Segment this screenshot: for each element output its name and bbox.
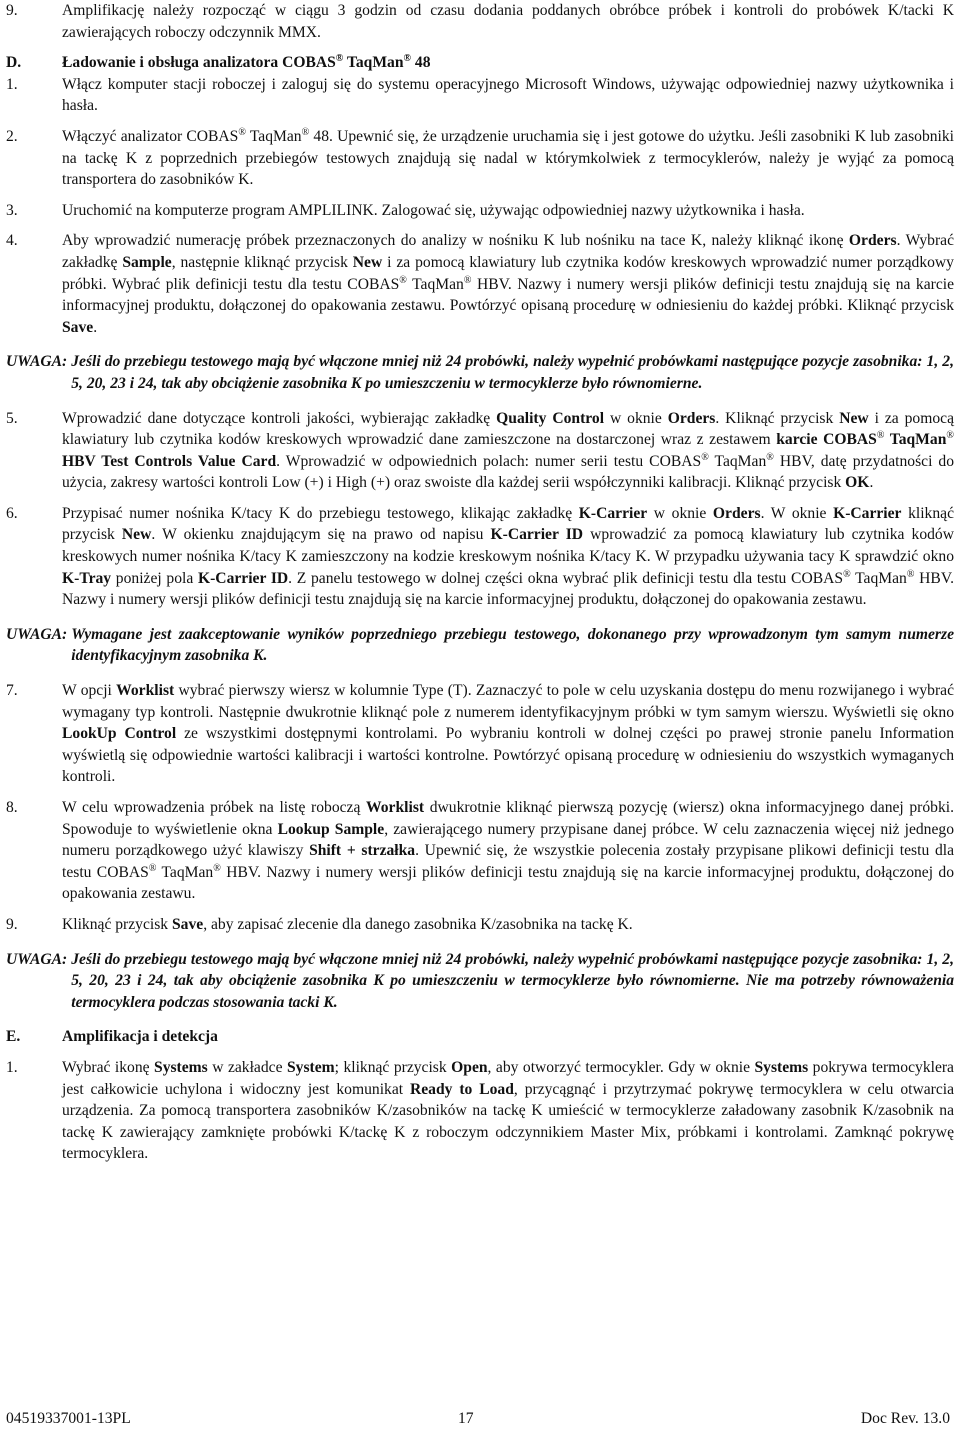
note-2	[6, 624, 954, 667]
step-text: Amplifikację należy rozpocząć w ciągu 3 godzin od czasu dodania poddanych obróbce próbek i kontroli do probówek K/tacki K zawierających roboczy odczynnik MMX.	[62, 2, 954, 41]
step-d5	[6, 408, 954, 494]
step-a9	[6, 0, 954, 43]
page-footer	[6, 1408, 950, 1430]
section-title: Ładowanie i obsługa analizatora COBAS® TaqMan® 48	[62, 53, 431, 72]
step-number: 1.	[6, 75, 18, 93]
step-number: 2.	[6, 127, 18, 145]
document-code: 04519337001-13PL	[6, 1410, 131, 1427]
section-letter: E.	[6, 1028, 21, 1046]
section-heading-d	[6, 52, 954, 74]
note-label: UWAGA:	[6, 625, 68, 643]
document-page	[6, 0, 954, 1165]
note-label: UWAGA:	[6, 353, 68, 371]
step-number: 9.	[6, 915, 18, 933]
note-label: UWAGA:	[6, 950, 68, 968]
step-text: Włącz komputer stacji roboczej i zaloguj się do systemu operacyjnego Microsoft Windows, używając odpowiedniej nazwy użytkownika i hasła.	[62, 75, 954, 115]
step-number: 6.	[6, 504, 18, 522]
step-text: Uruchomić na komputerze program AMPLILINK. Zalogować się, używając odpowiedniej nazwy użytkownika i hasła.	[62, 201, 805, 219]
step-text: Kliknąć przycisk Save, aby zapisać zlecenie dla danego zasobnika K/zasobnika na tackę K.	[62, 915, 633, 933]
note-text: Wymagane jest zaakceptowanie wyników poprzedniego przebiegu testowego, dokonanego przy wprowadzonym tym samym numerze identyfikacyjnym zasobnika K.	[71, 625, 954, 665]
step-number: 1.	[6, 1058, 18, 1076]
step-text: Przypisać numer nośnika K/tacy K do przebiegu testowego, klikając zakładkę K-Carrier w oknie Orders. W oknie K-Carrier kliknąć przycisk New. W okienku znajdującym się na prawo od napisu K-Carrier ID wprowadzić za pomocą klawiatury lub czytnika kodów kreskowych numer nośnika K/tacy K zamieszczony na kodzie kreskowym nośnika K/tacy K. W przypadku używania tacy K sprawdzić okno K-Tray poniżej pola K-Carrier ID. Z panelu testowego w dolnej części okna wybrać plik definicji testu dla testu COBAS® TaqMan® HBV. Nazwy i numery wersji plików definicji testu znajdują się na karcie informacyjnej produktu, dołączonej do opakowania zestawu.	[62, 504, 954, 609]
step-d2	[6, 126, 954, 191]
step-text: W opcji Worklist wybrać pierwszy wiersz w kolumnie Type (T). Zaznaczyć to pole w celu uzyskania dostępu do menu rozwijanego i wybrać wymagany typ kontroli. Następnie dwukrotnie kliknąć pole z numerem identyfikacyjnym próbki w tym samym wierszu. Wyświetli się okno LookUp Control ze wszystkimi dostępnymi kontrolami. Po wybraniu kontroli w dolnej części po prawej stronie panelu Information wyświetlą się odpowiednie wartości kalibracji i wartości kontrolne. Powtórzyć opisaną procedurę w odniesieniu do wszystkich wymaganych kontroli.	[62, 682, 955, 786]
step-number: 5.	[6, 409, 18, 427]
step-text: Włączyć analizator COBAS® TaqMan® 48. Upewnić się, że urządzenie uruchamia się i jest gotowe do użytku. Jeśli zasobniki K lub zasobniki na tackę K z poprzednich przebiegów testowych znajdują się nadal w którymkolwiek z termocyklerów, należy je wyjąć za pomocą transportera do zasobników K.	[62, 126, 954, 189]
step-d7	[6, 680, 954, 788]
section-title: Amplifikacja i detekcja	[62, 1028, 218, 1046]
step-number: 3.	[6, 201, 18, 219]
step-number: 7.	[6, 682, 18, 700]
step-number: 9.	[6, 2, 18, 19]
step-d9	[6, 914, 954, 936]
section-letter: D.	[6, 54, 22, 72]
note-3	[6, 949, 954, 1014]
step-text: W celu wprowadzenia próbek na listę roboczą Worklist dwukrotnie kliknąć pierwszą pozycję (wiersz) okna informacyjnego danej próbki. Spowoduje to wyświetlenie okna Lookup Sample, zawierającego numery przypisane danej próbce. W celu zaznaczenia więcej niż jednego numeru porządkowego użyć klawiszy Shift + strzałka. Upewnić się, że wszystkie polecenia zostały przypisane plikowi definicji testu dla testu COBAS® TaqMan® HBV. Nazwy i numery wersji plików definicji testu znajdują się na karcie informacyjnej produktu, dołączonej do opakowania zestawu.	[62, 799, 954, 903]
note-1	[6, 351, 954, 394]
step-d1	[6, 74, 954, 117]
step-e1	[6, 1057, 954, 1165]
document-revision: Doc Rev. 13.0	[860, 1410, 950, 1427]
step-text: Wybrać ikonę Systems w zakładce System; kliknąć przycisk Open, aby otworzyć termocykler. Gdy w oknie Systems pokrywa termocyklera jest całkowicie uchylona i widoczny jest komunikat Ready to Load, przycągnąć i przytrzymać pokrywę termocyklera w celu otwarcia urządzenia. Za pomocą transportera zasobników K/zasobników na tackę K umieścić w termocyklerze załadowany zasobnik K/zasobnik na tackę K zawierający zamknięte probówki K/tackę K z roboczym odczynnikiem Master Mix, próbkami i kontrolami. Zamknąć pokrywę termocyklera.	[62, 1058, 955, 1163]
step-d3	[6, 200, 954, 222]
note-text: Jeśli do przebiegu testowego mają być włączone mniej niż 24 probówki, należy wypełnić probówkami następujące pozycje zasobnika: 1, 2, 5, 20, 23 i 24, tak aby obciążenie zasobnika K po umieszczeniu w termocyklerze było równomierne.	[71, 353, 954, 392]
step-text: Aby wprowadzić numerację próbek przeznaczonych do analizy w nośniku K lub nośniku na tace K, należy kliknąć ikonę Orders. Wybrać zakładkę Sample, następnie kliknąć przycisk New i za pomocą klawiatury lub czytnika kodów kreskowych wprowadzić numer porządkowy próbki. Wybrać plik definicji testu dla testu COBAS® TaqMan® HBV. Nazwy i numery wersji plików definicji testu znajdują się na karcie informacyjnej produktu, dołączonej do opakowania zestawu. Powtórzyć opisaną procedurę w odniesieniu do każdej próbki. Kliknąć przycisk Save.	[62, 232, 954, 336]
step-number: 8.	[6, 799, 18, 816]
step-d4	[6, 230, 954, 338]
section-heading-e	[6, 1026, 954, 1048]
step-d8	[6, 797, 954, 905]
step-number: 4.	[6, 232, 18, 250]
note-text: Jeśli do przebiegu testowego mają być włączone mniej niż 24 probówki, należy wypełnić probówkami następujące pozycje zasobnika: 1, 2, 5, 20, 23 i 24, tak aby obciążenie zasobnika K po umieszczeniu w termocyklerze było równomierne. Nie ma potrzeby równoważenia termocyklera podczas stosowania tacki K.	[71, 950, 954, 1011]
step-d6	[6, 503, 954, 611]
step-text: Wprowadzić dane dotyczące kontroli jakości, wybierając zakładkę Quality Control w oknie Orders. Kliknąć przycisk New i za pomocą klawiatury lub czytnika kodów kreskowych wprowadzić dane zamieszczone na dostarczonej wraz z zestawem karcie COBAS® TaqMan® HBV Test Controls Value Card. Wprowadzić w odpowiednich polach: numer serii testu COBAS® TaqMan® HBV, datę przydatności do użycia, zakresy wartości kontroli Low (+) i High (+) oraz swoiste dla każdej serii współczynniki kalibracji. Kliknąć przycisk OK.	[62, 409, 955, 492]
page-number: 17	[458, 1410, 474, 1427]
